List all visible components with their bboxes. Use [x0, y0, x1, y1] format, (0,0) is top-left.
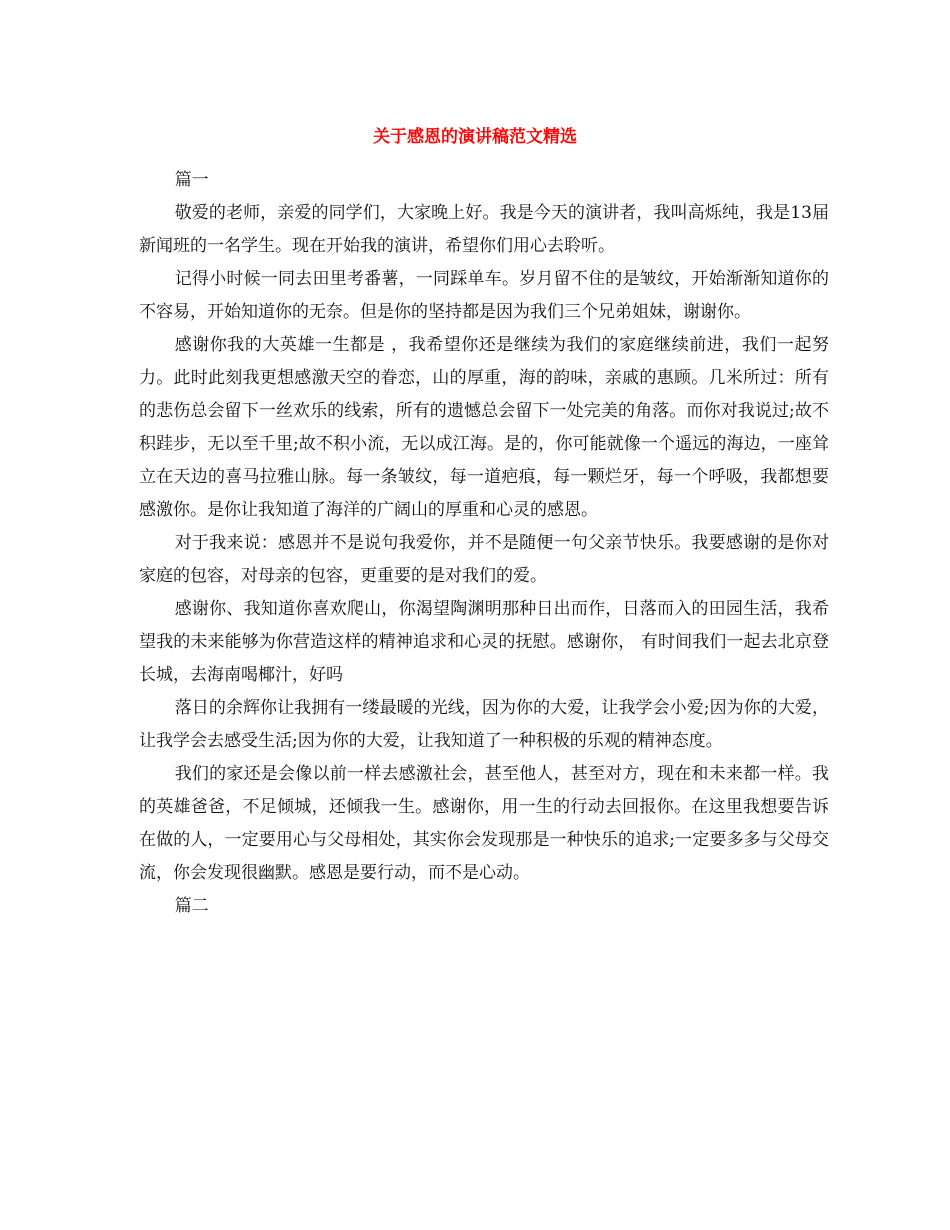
paragraph: 落日的余辉你让我拥有一缕最暖的光线，因为你的大爱，让我学会小爱;因为你的大爱，让我学会去感受生活;因为你的大爱，让我知道了一种积极的乐观的精神态度。 [139, 698, 829, 751]
document-body [139, 164, 829, 923]
paragraph: 对于我来说：感恩并不是说句我爱你，并不是随便一句父亲节快乐。我要感谢的是你对家庭的包容，对母亲的包容，更重要的是对我们的爱。 [139, 533, 829, 586]
paragraph: 感谢你、我知道你喜欢爬山，你渴望陶渊明那种日出而作，日落而入的田园生活，我希望我的未来能够为你营造这样的精神追求和心灵的抚慰。感谢你， 有时间我们一起去北京登长城，去海南喝椰汁，好吗 [139, 599, 829, 685]
document-title: 关于感恩的演讲稿范文精选 [373, 127, 577, 147]
paragraph: 感谢你我的大英雄一生都是 ，我希望你还是继续为我们的家庭继续前进，我们一起努力。此时此刻我更想感激天空的眷恋，山的厚重，海的韵味，亲戚的惠顾。几米所过：所有的悲伤总会留下一丝欢乐的线索，所有的遗憾总会留下一处完美的角落。而你对我说过;故不积跬步，无以至千里;故不积小流，无以成江海。是的，你可能就像一个遥远的海边，一座耸立在天边的喜马拉雅山脉。每一条皱纹，每一道疤痕，每一颗烂牙，每一个呼吸，我都想要感激你。是你让我知道了海洋的广阔山的厚重和心灵的感恩。 [139, 335, 829, 520]
section-label-1: 篇一 [174, 170, 209, 190]
paragraph: 记得小时候一同去田里考番薯，一同踩单车。岁月留不住的是皱纹，开始渐渐知道你的不容易，开始知道你的无奈。但是你的坚持都是因为我们三个兄弟姐妹，谢谢你。 [139, 269, 829, 322]
paragraph: 我们的家还是会像以前一样去感激社会，甚至他人，甚至对方，现在和未来都一样。我的英雄爸爸，不足倾城，还倾我一生。感谢你，用一生的行动去回报你。在这里我想要告诉在做的人，一定要用心与父母相处，其实你会发现那是一种快乐的追求;一定要多多与父母交流，你会发现很幽默。感恩是要行动，而不是心动。 [139, 764, 829, 883]
paragraph: 敬爱的老师，亲爱的同学们，大家晚上好。我是今天的演讲者，我叫高烁纯，我是13届新闻班的一名学生。现在开始我的演讲，希望你们用心去聆听。 [139, 203, 829, 256]
section-label-2: 篇二 [174, 896, 209, 916]
